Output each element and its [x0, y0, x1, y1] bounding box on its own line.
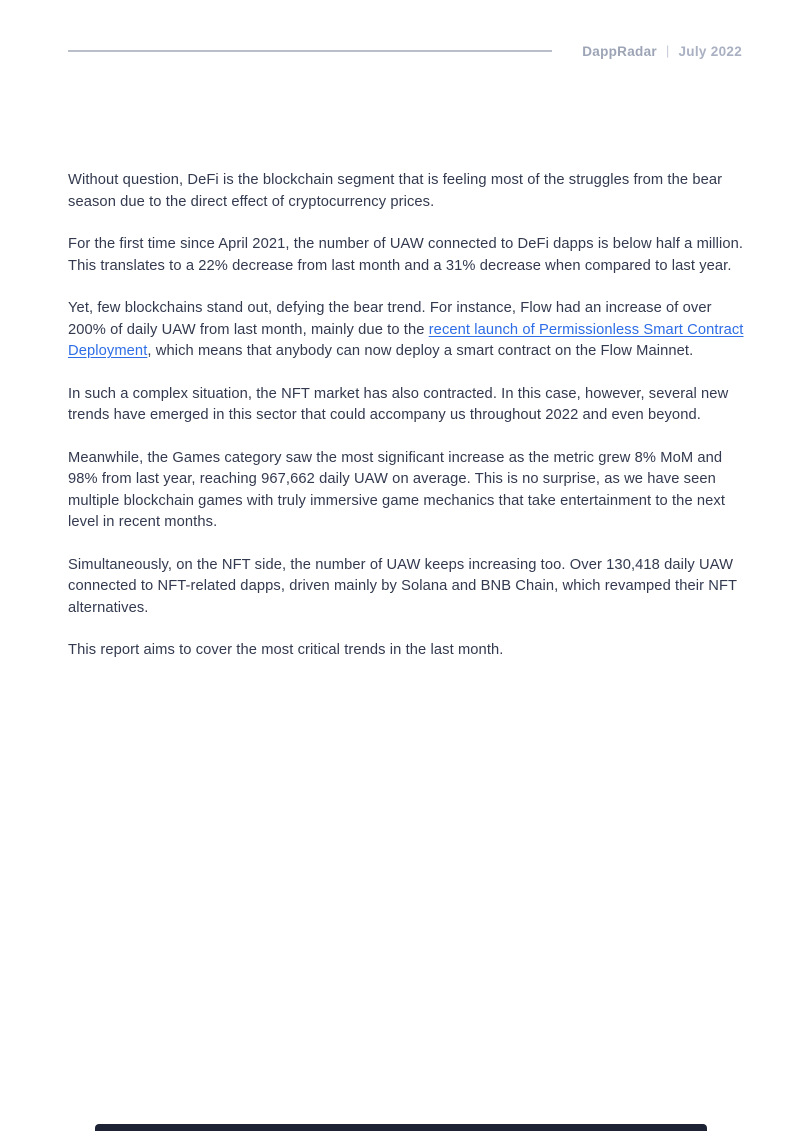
- paragraph-nft-uaw: Simultaneously, on the NFT side, the number of UAW keeps increasing too. Over 130,418 daily UAW connected to NFT-related dapps, driven mainly by Solana and BNB Chain, which revamped their NFT alternatives.: [68, 556, 737, 616]
- paragraph-games-growth: Meanwhile, the Games category saw the most significant increase as the metric grew 8% MoM and 98% from last year, reaching 967,662 daily UAW on average. This is no surprise, as we have seen multiple blockchain games with truly immersive game mechanics that take entertainment to the next level in recent months.: [68, 449, 726, 530]
- page-header: [68, 40, 742, 62]
- paragraph-uaw-decrease: For the first time since April 2021, the number of UAW connected to DeFi dapps is below half a million. This translates to a 22% decrease from last month and a 31% decrease when compared to last year.: [68, 236, 744, 274]
- header-rule-divider: [68, 50, 552, 52]
- report-date-label: July 2022: [678, 43, 742, 59]
- header-brand-block: [582, 44, 742, 59]
- paragraph-nft-contraction: In such a complex situation, the NFT market has also contracted. In this case, however, several new trends have emerged in this sector that could accompany us throughout 2022 and even beyond.: [68, 385, 729, 423]
- paragraph-defi-struggles: Without question, DeFi is the blockchain segment that is feeling most of the struggles from the bear season due to the direct effect of cryptocurrency prices.: [68, 172, 723, 210]
- permissionless-deployment-link[interactable]: recent launch of Permissionless Smart Contract Deployment: [68, 321, 744, 359]
- paragraph-flow-after-link: , which means that anybody can now deploy a smart contract on the Flow Mainnet.: [147, 343, 694, 359]
- paragraph-flow-increase: [68, 298, 744, 363]
- paragraph-flow-before-link: Yet, few blockchains stand out, defying the bear trend. For instance, Flow had an increase of over 200% of daily UAW from last month, mainly due to the: [68, 300, 712, 338]
- brand-label: DappRadar: [582, 43, 657, 59]
- footer-bar: [95, 1124, 707, 1131]
- article: [68, 170, 744, 683]
- paragraph-report-aim: This report aims to cover the most critical trends in the last month.: [68, 642, 504, 658]
- header-separator: |: [665, 44, 670, 58]
